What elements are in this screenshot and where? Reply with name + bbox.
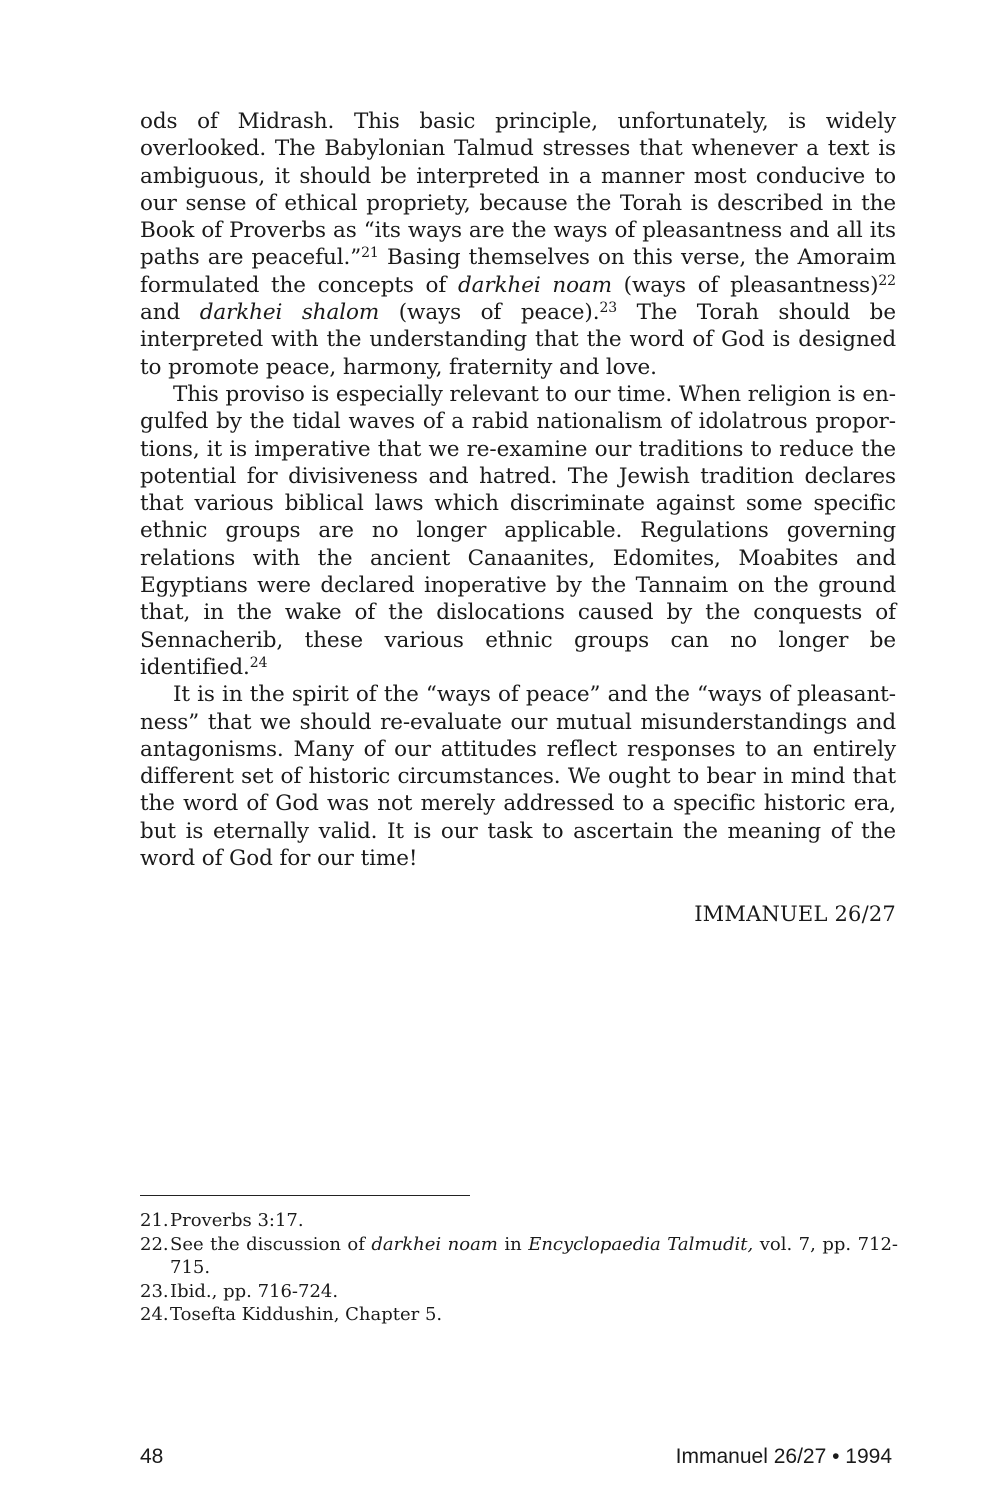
text-run: See the discussion of [170, 1233, 372, 1255]
footnote-text [170, 1303, 898, 1327]
text-run: and [140, 300, 200, 326]
paragraph [140, 108, 896, 381]
footnote [140, 1233, 898, 1280]
footnote [140, 1303, 898, 1327]
footnote-number: 23. [140, 1280, 169, 1302]
text-run: (ways of peace). [379, 300, 600, 326]
paragraph [140, 681, 896, 872]
italic-term: darkhei noam [371, 1233, 498, 1255]
text-run: This proviso is especially relevant to our time. When religion is engulfed by the tidal waves of a rabid nationalism of idolatrous proportions, it is imperative that we re-examine our traditions to reduce the potential for divisiveness and hatred. The Jewish tradition declares that various biblical laws which discriminate against some specific ethnic groups are no longer applicable. Regulations governing relations with the ancient Canaanites, Edomites, Moabites and Egyptians were declared inoperative by the Tannaim on the ground that, in the wake of the dislocations caused by the conquests of Sennacherib, these various ethnic groups can no longer be identified. [140, 381, 896, 680]
footnote-ref: 22 [878, 272, 896, 289]
footnote [140, 1209, 898, 1233]
footnote-text [170, 1280, 898, 1304]
footnote-ref: 21 [361, 245, 379, 262]
footnote-ref: 24 [249, 654, 268, 671]
footnote-number: 24. [140, 1304, 169, 1325]
page-footer [140, 1445, 892, 1473]
paragraph [140, 381, 896, 681]
journal-issue: Immanuel 26/27 • 1994 [675, 1445, 892, 1468]
text-run: ods of Midrash. This basic principle, unfortunately, is widely overlooked. The Babylonian Talmud stresses that whenever a text is ambiguous, it should be interpreted in a manner most conducive to our sense of ethical propriety, because the Torah is described in the Book of Proverbs as “its ways are the ways of pleasantness and all its paths are peaceful.” [140, 109, 896, 271]
footnote-number: 21. [140, 1210, 169, 1231]
text-run: The Torah should be interpreted with the understanding that the word of God is designed to promote peace, harmony, fraternity and love. [140, 300, 896, 380]
italic-term: Encyclopaedia Talmudit, [528, 1233, 754, 1255]
text-run: It is in the spirit of the “ways of peace” and the “ways of pleasantness” that we should re-evaluate our mutual misunderstandings and antagonisms. Many of our attitudes reflect responses to an entirely different set of historic circumstances. We ought to bear in mind that the word of God was not merely addressed to a specific historic era, but is eternally valid. It is our task to ascertain the meaning of the word of God for our time! [140, 682, 896, 872]
footnote-number: 22. [140, 1233, 169, 1255]
footnote-divider [140, 1195, 470, 1196]
text-run: Proverbs 3:17. [170, 1210, 304, 1231]
footnote [140, 1280, 898, 1304]
article-body [140, 108, 896, 872]
text-run: in [497, 1233, 529, 1255]
signature-immanuel: IMMANUEL 26/27 [694, 902, 896, 926]
text-run: (ways of pleasantness) [611, 272, 879, 298]
text-run: Basing themselves on this verse, the Amoraim formulated the concepts of [140, 245, 896, 298]
italic-term: darkhei noam [457, 272, 612, 298]
footnote-text [170, 1233, 898, 1280]
page-number: 48 [140, 1445, 164, 1468]
text-run: Tosefta Kiddushin, Chapter 5. [170, 1304, 443, 1325]
footnotes [140, 1209, 898, 1327]
italic-term: darkhei shalom [199, 300, 380, 326]
footnote-text [170, 1209, 898, 1233]
text-run: Ibid., pp. 716-724. [170, 1280, 339, 1302]
footnote-ref: 23 [599, 300, 618, 317]
text-run: vol. 7, pp. 712-715. [170, 1233, 899, 1278]
